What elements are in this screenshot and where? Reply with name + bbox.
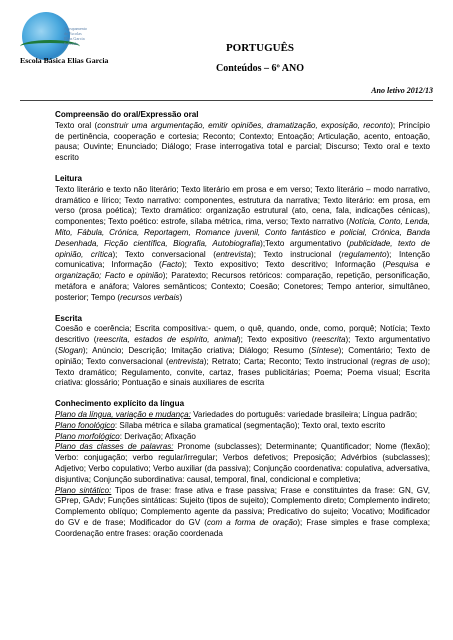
- text-run: ); Texto dramático; Regulamento, convite, cartaz, frases publicitárias; Poema; Poema visual; Escrita criativa: glossário; Pontuação e sinais auxiliares de escrita: [55, 356, 430, 388]
- text-run: Pronome (subclasses); Determinante; Quantificador; Nome (flexão); Verbo: conjugação; verbo regular/irregular; Verbos defetivos; Preposição; Advérbios (subclasses); Adjetivo; Verbo copulativo; Verbo auxiliar (da passiva); Conjunção coordenativa: copulativa, adversativa, disjuntiva; Conjunção subordinativa: causal, temporal, final, condicional e completiva;: [55, 442, 431, 484]
- text-run: ); Intenção comunicativa; Informação (: [55, 249, 431, 270]
- text-run: ); Texto expositivo (: [237, 335, 315, 345]
- text-run: Notícia, Conto, Lenda, Mito, Fábula, Crónica, Reportagem, Romance juvenil, Conto fantástico e policial, Crónica, Banda Desenhada, Ficção científica, Biografia, Autobiografia: [55, 217, 430, 248]
- text-run: reescrita, estados de espírito, animal: [96, 335, 238, 345]
- section: [55, 314, 430, 390]
- section-title: Leitura: [55, 173, 82, 183]
- text-run: Slogan: [57, 345, 83, 355]
- text-run: reescrita: [314, 335, 346, 345]
- page-title: PORTUGUÊS: [225, 42, 295, 54]
- section-title: Compreensão do oral/Expressão oral: [55, 110, 199, 119]
- section: [55, 399, 430, 539]
- text-run: Plano morfológico: [55, 431, 120, 441]
- paragraph: [55, 432, 430, 443]
- text-run: publicidade, texto de opinião, crítica: [55, 238, 431, 259]
- section: [55, 174, 430, 304]
- text-run: ); Anúncio; Descrição; Imitação criativa; Diálogo; Resumo (: [82, 345, 312, 355]
- text-run: Coesão e coerência; Escrita compositiva:- quem, o quê, quando, onde, como, porquê; Notícia; Texto descritivo (: [55, 324, 430, 345]
- text-run: : Derivação; Afixação: [119, 431, 196, 441]
- text-run: ): [179, 292, 183, 302]
- text-run: Facto: [161, 260, 182, 270]
- paragraph: [55, 442, 430, 485]
- logo-line: Agrupamento: [64, 26, 88, 31]
- text-run: com a forma de oração: [206, 517, 298, 527]
- text-run: Texto literário e texto não literário; Texto literário em prosa e em verso; Texto literário – modo narrativo, dramático e lírico; Texto narrativo: componentes, estrutura da narrativa; Texto literário: em prosa, em verso (prosa poética); Texto dramático: organização estrutural (ato, cena, fala, indicações cénicas), componentes; Texto poético: estrofe, sílaba métrica, rima, verso; Texto narrativo (: [55, 184, 430, 227]
- text-run: construir uma argumentação, emitir opiniões, dramatização, exposição, reconto: [97, 120, 391, 130]
- text-run: Texto oral (: [55, 120, 98, 130]
- text-run: : Sílaba métrica e sílaba gramatical (segmentação); Texto oral, texto escrito: [114, 420, 386, 430]
- logo-text: [64, 26, 134, 46]
- text-run: ); Texto instrucional (: [251, 249, 342, 259]
- text-run: regulamento: [341, 249, 387, 259]
- text-run: ); Texto expositivo; Texto descritivo; Informação (: [181, 260, 386, 270]
- paragraph: [55, 421, 430, 432]
- text-run: );Texto argumentativo (: [260, 238, 350, 248]
- logo-line: Sobreda: [64, 41, 78, 46]
- text-run: Plano das classes de palavras:: [55, 442, 174, 452]
- text-run: Plano fonológico: [55, 420, 115, 430]
- document-header: [20, 12, 433, 102]
- text-run: ); Texto argumentativo (: [55, 335, 430, 355]
- paragraph: [55, 121, 430, 164]
- text-run: ); Texto conversacional (: [112, 249, 216, 259]
- text-run: Plano sintático:: [55, 485, 112, 495]
- logo-line: de Escolas: [64, 31, 82, 36]
- section-title: Conhecimento explícito da língua: [55, 399, 185, 409]
- text-run: ); Comentário; Texto de opinião; Texto conversacional (: [55, 345, 430, 366]
- paragraph: [55, 410, 430, 421]
- text-run: ); Frase simples e frase complexa; Coordenação entre frases: oração coordenada: [55, 517, 430, 538]
- section: [55, 110, 430, 164]
- text-run: Variedades do português: variedade brasileira; Língua padrão;: [190, 409, 418, 419]
- text-run: ); Princípio de pertinência, cooperação e cortesia; Reconto; Contexto; Entoação; Articulação, acento, entoação, pausa; Ouvinte; Enunciado; Diálogo; Frase interrogativa total e parcial; Discurso; Texto oral e texto escrito: [55, 120, 430, 163]
- text-run: ); Paratexto; Recursos retóricos: comparação, repetição, personificação, metáfora e anáfora; Valores semânticos; Contexto; Coesão; Conetores; Tempo anterior, simultâneo, posterior; Tempo (: [55, 271, 430, 302]
- page-subtitle: Conteúdos – 6º ANO: [215, 63, 305, 74]
- logo-line: Elias Garcia: [64, 36, 85, 41]
- text-run: entrevista: [215, 249, 252, 259]
- text-run: ); Retrato; Carta; Reconto; Texto instrucional (: [203, 356, 374, 366]
- paragraph: [55, 324, 430, 389]
- text-run: recursos verbais: [120, 292, 180, 302]
- text-run: Síntese: [311, 345, 339, 355]
- text-run: Tipos de frase: frase ativa e frase passiva; Frase e constituintes da frase: GN, GV, GPrep, GAdv; Funções sintáticas: Sujeito (tipos de sujeito); Complemento direto; Complemento indireto; Complemento oblíquo; Complemento agente da passiva; Predicativo do sujeito; Vocativo; Modificador do GV e de frase; Modificador do GV (: [55, 485, 430, 527]
- school-name: Escola Básica Elias Garcia: [20, 56, 109, 65]
- section-title: Escrita: [55, 313, 82, 323]
- text-run: Plano da língua, variação e mudança:: [55, 409, 191, 419]
- paragraph: [55, 486, 430, 540]
- paragraph: [55, 185, 430, 304]
- title-block: [210, 42, 310, 74]
- school-year: Ano letivo 2012/13: [371, 86, 433, 95]
- header-divider: [20, 100, 433, 101]
- text-run: Pesquisa e organização; Facto e opinião: [55, 260, 430, 281]
- text-run: entrevista: [168, 356, 204, 366]
- text-run: regras de uso: [373, 356, 426, 366]
- document-body: [55, 110, 430, 549]
